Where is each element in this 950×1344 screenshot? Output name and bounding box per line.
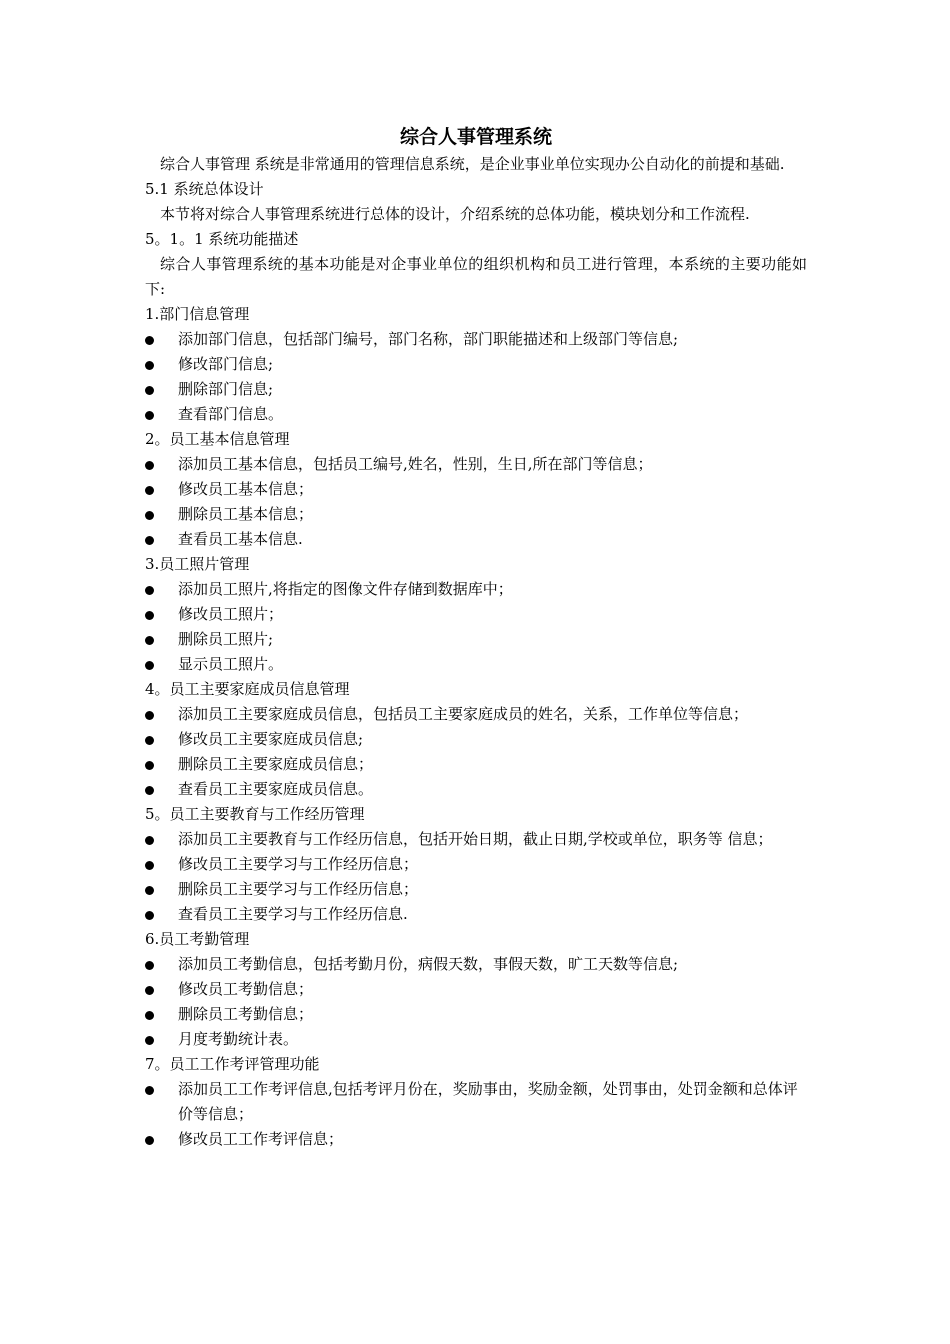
list-item <box>145 977 807 1002</box>
list-item-text: 修改员工照片； <box>178 605 284 623</box>
list-item <box>145 577 807 602</box>
module-heading-employee-basic: 2。员工基本信息管理 <box>145 430 290 448</box>
list-item-text: 删除部门信息; <box>178 380 274 398</box>
bullet-icon <box>145 536 154 545</box>
bullet-icon <box>145 961 154 970</box>
list-item-text: 添加员工基本信息，包括员工编号,姓名，性别，生日,所在部门等信息； <box>178 455 653 473</box>
section-5-1-text: 本节将对综合人事管理系统进行总体的设计，介绍系统的总体功能，模块划分和工作流程. <box>160 205 750 223</box>
bullet-icon <box>145 586 154 595</box>
list-item <box>145 652 807 677</box>
list-item-text: 添加员工主要家庭成员信息，包括员工主要家庭成员的姓名，关系，工作单位等信息； <box>178 705 749 723</box>
section-5-1-1-heading: 5。1。1 系统功能描述 <box>145 230 299 248</box>
bullet-icon <box>145 736 154 745</box>
list-item <box>145 1027 807 1052</box>
list-item <box>145 602 807 627</box>
list-item-text: 添加员工考勤信息，包括考勤月份，病假天数，事假天数，旷工天数等信息; <box>178 955 679 973</box>
module-heading-family-members: 4。员工主要家庭成员信息管理 <box>145 680 350 698</box>
module-heading-employee-photo: 3.员工照片管理 <box>145 555 250 573</box>
bullet-icon <box>145 636 154 645</box>
list-item <box>145 502 807 527</box>
list-item-text: 修改部门信息; <box>178 355 274 373</box>
bullet-icon <box>145 336 154 345</box>
list-item-text: 查看部门信息。 <box>178 405 284 423</box>
bullet-icon <box>145 836 154 845</box>
list-item <box>145 852 807 877</box>
list-item-text: 删除员工主要学习与工作经历信息； <box>178 880 419 898</box>
intro-paragraph: 综合人事管理 系统是非常通用的管理信息系统，是企业事业单位实现办公自动化的前提和基础. <box>160 155 785 173</box>
list-item-text: 查看员工主要学习与工作经历信息. <box>178 905 408 923</box>
list-item-text: 修改员工考勤信息； <box>178 980 314 998</box>
list-item <box>145 402 807 427</box>
list-item-text: 添加部门信息，包括部门编号，部门名称，部门职能描述和上级部门等信息; <box>178 330 679 348</box>
module-list-employee-basic <box>145 452 807 552</box>
section-5-1-heading: 5.1 系统总体设计 <box>145 180 264 198</box>
list-item <box>145 627 807 652</box>
module-heading-attendance: 6.员工考勤管理 <box>145 930 250 948</box>
list-item-text: 修改员工基本信息； <box>178 480 314 498</box>
list-item <box>145 952 807 977</box>
bullet-icon <box>145 611 154 620</box>
bullet-icon <box>145 1086 154 1095</box>
bullet-icon <box>145 361 154 370</box>
list-item-text: 添加员工主要教育与工作经历信息，包括开始日期，截止日期,学校或单位，职务等 信息； <box>178 830 773 848</box>
bullet-icon <box>145 711 154 720</box>
list-item-text: 修改员工主要学习与工作经历信息； <box>178 855 419 873</box>
document-title: 综合人事管理系统 <box>399 126 552 148</box>
bullet-icon <box>145 1036 154 1045</box>
list-item <box>145 702 807 727</box>
list-item <box>145 1127 807 1152</box>
list-item-text: 删除员工基本信息； <box>178 505 314 523</box>
module-heading-education-work: 5。员工主要教育与工作经历管理 <box>145 805 365 823</box>
module-list-department <box>145 327 807 427</box>
list-item-text: 删除员工照片; <box>178 630 274 648</box>
module-list-attendance <box>145 952 807 1052</box>
list-item <box>145 777 807 802</box>
list-item <box>145 327 807 352</box>
list-item-text: 修改员工工作考评信息； <box>178 1130 344 1148</box>
list-item-text: 查看员工基本信息. <box>178 530 303 548</box>
list-item-text: 查看员工主要家庭成员信息。 <box>178 780 374 798</box>
list-item <box>145 727 807 752</box>
bullet-icon <box>145 511 154 520</box>
bullet-icon <box>145 411 154 420</box>
list-item <box>145 477 807 502</box>
bullet-icon <box>145 761 154 770</box>
list-item-text: 修改员工主要家庭成员信息; <box>178 730 364 748</box>
list-item <box>145 877 807 902</box>
bullet-icon <box>145 886 154 895</box>
list-item-text: 月度考勤统计表。 <box>178 1030 299 1048</box>
bullet-icon <box>145 911 154 920</box>
module-list-family-members <box>145 702 807 802</box>
list-item-text: 显示员工照片。 <box>178 655 284 673</box>
module-list-education-work <box>145 827 807 927</box>
module-heading-evaluation: 7。员工工作考评管理功能 <box>145 1055 320 1073</box>
list-item <box>145 752 807 777</box>
list-item-text: 添加员工工作考评信息,包括考评月份在，奖励事由，奖励金额，处罚事由，处罚金额和总体评价等信息； <box>178 1080 798 1123</box>
bullet-icon <box>145 661 154 670</box>
bullet-icon <box>145 986 154 995</box>
section-5-1-1-text: 综合人事管理系统的基本功能是对企事业单位的组织机构和员工进行管理，本系统的主要功能如下: <box>145 255 807 298</box>
list-item <box>145 352 807 377</box>
bullet-icon <box>145 461 154 470</box>
bullet-icon <box>145 486 154 495</box>
document-page <box>145 122 807 1152</box>
bullet-icon <box>145 861 154 870</box>
bullet-icon <box>145 386 154 395</box>
list-item <box>145 902 807 927</box>
module-list-employee-photo <box>145 577 807 677</box>
bullet-icon <box>145 786 154 795</box>
module-list-evaluation <box>145 1077 807 1152</box>
list-item-text: 删除员工考勤信息； <box>178 1005 314 1023</box>
bullet-icon <box>145 1011 154 1020</box>
list-item-text: 添加员工照片,将指定的图像文件存储到数据库中； <box>178 580 513 598</box>
module-heading-department: 1.部门信息管理 <box>145 305 250 323</box>
list-item-text: 删除员工主要家庭成员信息； <box>178 755 374 773</box>
list-item <box>145 377 807 402</box>
list-item <box>145 827 807 852</box>
list-item <box>145 527 807 552</box>
bullet-icon <box>145 1136 154 1145</box>
list-item <box>145 452 807 477</box>
list-item <box>145 1077 807 1127</box>
list-item <box>145 1002 807 1027</box>
